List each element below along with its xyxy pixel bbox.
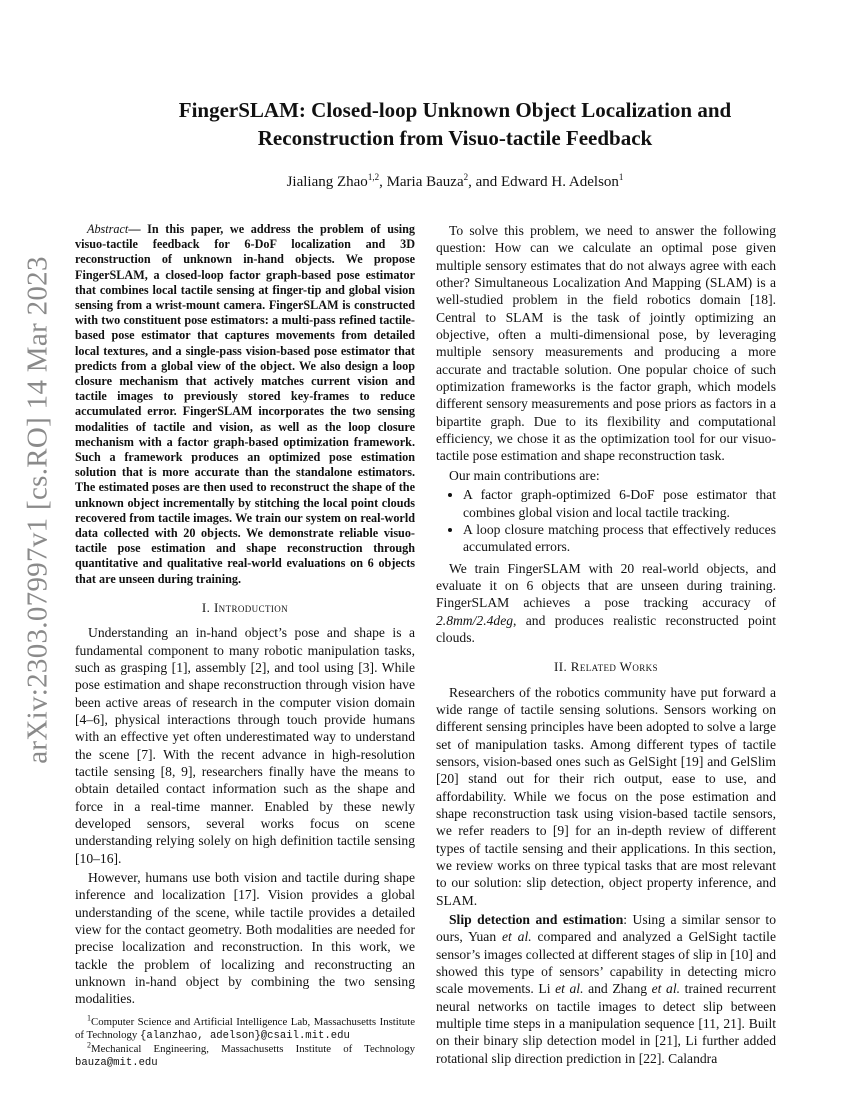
section-2-heading [436,658,776,675]
contributions-list [436,486,776,555]
arxiv-stamp [8,256,68,764]
title-line-2: Reconstruction from Visuo-tactile Feedback [257,126,653,150]
intro-paragraph-1: Understanding an in-hand object’s pose and shape is a fundamental component to many robotic manipulation tasks, such as grasping [1], assembly [2], and tool using [3]. While pose estimation and shape reconstruction through vision have been active areas of research in the computer vision domain [4–6], physical interactions through touch provide humans with an effective yet often underestimated way to understand the scene [7]. With the recent advance in high-resolution tactile sensing [8, 9], researchers finally have the means to obtain detailed contact information such as the shape and force in a real-time manner. Enabled by these newly developed sensors, several works focus on scene understanding relying solely on high definition tactile sensing [10–16]. [75,625,415,866]
arxiv-stamp-text: arXiv:2303.07997v1 [cs.RO] 14 Mar 2023 [21,256,54,764]
author-2: , Maria Bauza [379,174,464,190]
et-al-3: et al. [651,981,681,997]
related-paragraph-1: Researchers of the robotics community have put forward a wide range of tactile sensing solutions. Sensors working on different sensing principles have been adopted to solve a large set of manipulation tasks. Among different types of tactile sensors, vision-based ones such as GelSight [19] and GelSlim [20] stand out for their rich output, ease to use, and affordability. While we focus on the pose estimation and shape reconstruction task using vision-based tactile sensors, we refer readers to [9] for an in-depth review of different types of tactile sensing and their applications. In this section, we review works on three typical tasks that are most relevant to our solution: slip detection, object property inference, and SLAM. [436,684,776,908]
right-paragraph-3 [436,560,776,647]
abstract-dash: — [128,222,148,236]
left-column [75,222,415,1071]
footnote-1 [75,1013,415,1043]
section-2-title: Related Works [570,659,658,675]
abstract-lead: Abstract [87,222,129,236]
section-1-title: Introduction [213,599,289,615]
footnotes [75,1013,415,1071]
slip-text-a: : Using a similar sensor to ours, Yuan [436,912,777,945]
slip-heading: Slip detection and estimation [449,912,624,928]
footnote-1-mark: 1 [87,1013,91,1023]
et-al-2: et al. [555,981,584,997]
section-1-heading [75,599,415,616]
footnote-2-text: Mechanical Engineering, Massachusetts Institute of Technology [91,1043,415,1056]
footnote-1-email: {alanzhao, adelson}@csail.mit.edu [140,1029,350,1042]
paper-title [70,96,840,152]
right-paragraph-1: To solve this problem, we need to answer the following question: How can we calculate an optimal pose given multiple sensory estimates that do not always agree with each other? Simultaneous Localization And Mapping (SLAM) is a well-studied problem in the field robotics domain [18]. Central to SLAM is the task of jointly optimizing an objective, often a multi-dimensional pose, by leveraging multiple sensory measurements and producing a more accurate and tractable solution. One popular choice of such optimization frameworks is the factor graph, which models different sensory measurements and pose priors as factors in a bipartite graph. Due to its flexibility and computational efficiency, we chose it as the optimization tool for our visuo-tactile pose estimation and shape reconstruction task. [436,223,776,464]
results-text-b: , and produces realistic reconstructed point clouds. [436,612,776,645]
et-al-1: et al. [502,929,532,945]
accuracy-value: 2.8mm/2.4deg [436,612,514,628]
author-3: , and Edward H. Adelson [468,174,619,190]
abstract-text: In this paper, we address the problem of using visuo-tactile feedback for 6-DoF localization and 3D reconstruction of unknown in-hand objects. We propose FingerSLAM, a closed-loop factor graph-based pose estimator that combines local tactile sensing at finger-tip and global vision sensing from a wrist-mount camera. FingerSLAM is constructed with two constituent pose estimators: a multi-pass refined tactile-based pose estimator that captures movements from detailed local textures, and a single-pass vision-based pose estimator that predicts from a global view of the object. We also design a loop closure mechanism that actively matches current vision and tactile images to previously stored key-frames to reduce accumulated error. FingerSLAM incorporates the two sensing modalities of tactile and vision, as well as the loop closure mechanism with a factor graph-based optimization framework. Such a framework produces an optimized pose estimation solution that is more accurate than the standalone estimators. The estimated poses are then used to reconstruct the shape of the unknown object incrementally by stitching the local point clouds recovered from tactile images. We train our system on real-world data collected with 20 objects. We demonstrate reliable visuo-tactile pose estimation and shape reconstruction through quantitative and qualitative real-world evaluations on 6 objects that are unseen during training. [75,222,416,586]
section-1-numeral: I. [201,599,214,615]
footnote-2-mark: 2 [87,1040,91,1050]
slip-text-c: and Zhang [583,981,652,997]
results-text-a: We train FingerSLAM with 20 real-world objects, and evaluate it on 6 objects that are unseen during training. FingerSLAM achieves a pose tracking accuracy of [436,560,776,611]
contributions-intro: Our main contributions are: [449,467,600,483]
slip-text-b: compared and analyzed a GelSight tactile sensor’s images collected at different stages of slip in [10] and showed this type of sensors’ capability in detecting micro scale movements. Li [436,929,776,997]
intro-paragraph-2: However, humans use both vision and tactile during shape inference and localization [17]. Vision provides a global understanding of the scene, while tactile provides a detailed view for the contact geometry. Both modalities are needed for precise localization and reconstruction. In this work, we tackle the problem of localizing and reconstructing an unknown in-hand object by combining the two sensing modalities. [75,870,415,1007]
footnote-1-text: Computer Science and Artificial Intelligence Lab, Massachusetts Institute of Technology [75,1015,415,1041]
title-line-1: FingerSLAM: Closed-loop Unknown Object Localization and [178,98,732,122]
section-2-numeral: II. [554,659,571,675]
author-1: Jialiang Zhao [286,174,368,190]
footnote-2-email: bauza@mit.edu [75,1057,158,1070]
slip-text-d: trained recurrent neural networks on tactile images to detect slip between multiple time steps in a manipulation sequence [11, 21]. Built on their binary slip detection model in [21], Li further added rotational slip direction prediction in [22]. Calandra [436,981,777,1066]
slip-paragraph [436,911,776,1067]
author-1-affil: 1,2 [367,172,380,182]
author-2-affil: 2 [463,172,469,182]
author-list [70,174,840,191]
contribution-item: • A factor graph-optimized 6-DoF pose estimator that combines global vision and local tactile tracking. [463,486,776,521]
author-3-affil: 1 [618,172,624,182]
abstract [75,222,415,587]
right-column [436,222,776,1069]
footnote-2 [75,1040,415,1070]
contribution-item: • A loop closure matching process that effectively reduces accumulated errors. [463,521,776,556]
